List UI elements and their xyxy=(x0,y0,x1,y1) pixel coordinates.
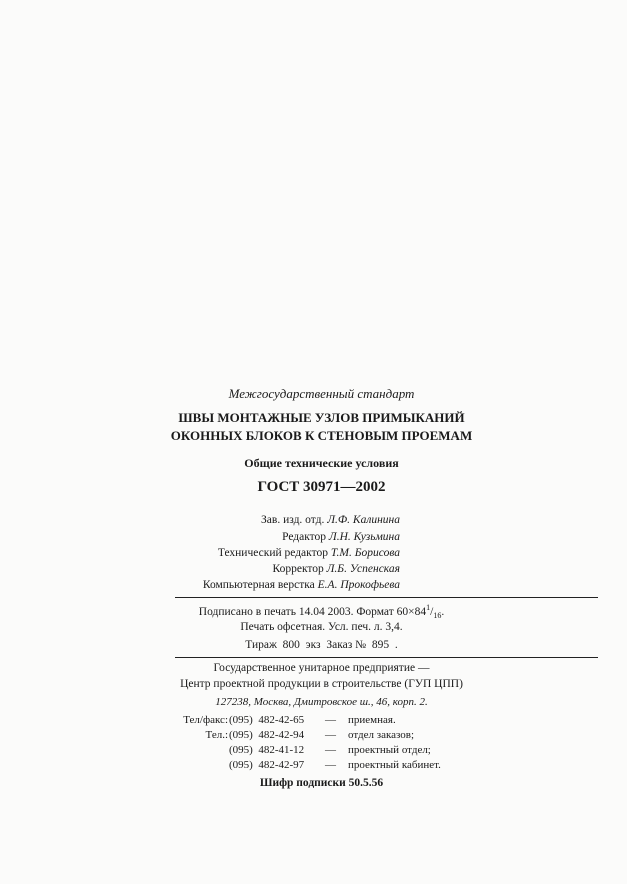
staff-name: Л.Ф. Калинина xyxy=(327,514,400,526)
phone-label: Тел.: xyxy=(205,729,228,741)
phone-desc: приемная. xyxy=(348,714,396,726)
title-line-2: ОКОННЫХ БЛОКОВ К СТЕНОВЫМ ПРОЕМАМ xyxy=(170,428,473,443)
subscription-cipher: Шифр подписки 50.5.56 xyxy=(259,777,384,789)
phone-row xyxy=(0,759,627,775)
print-type: Печать офсетная. Усл. печ. л. 3,4. xyxy=(240,621,403,633)
staff-row xyxy=(218,547,400,559)
staff-name: Л.Б. Успенская xyxy=(326,563,400,575)
divider-rule xyxy=(175,597,598,598)
format-sub: 16 xyxy=(433,611,442,621)
standard-type: Межгосударственный стандарт xyxy=(228,386,415,401)
phone-label: Тел/факс: xyxy=(183,714,228,726)
gost-number: ГОСТ 30971—2002 xyxy=(257,479,386,495)
phone-dash: — xyxy=(325,759,336,771)
staff-row xyxy=(203,579,400,591)
format-sup: 1 xyxy=(426,603,431,612)
staff-row xyxy=(282,531,400,543)
title-line-1: ШВЫ МОНТАЖНЫЕ УЗЛОВ ПРИМЫКАНИЙ xyxy=(178,410,465,425)
staff-name: Е.А. Прокофьева xyxy=(317,579,400,591)
phone-desc: отдел заказов; xyxy=(348,729,415,741)
staff-role: Технический редактор xyxy=(217,547,328,559)
print-signed-suffix: . xyxy=(441,605,445,618)
publisher-address: 127238, Москва, Дмитровское ш., 46, корп. 2. xyxy=(215,696,428,708)
phone-desc: проектный кабинет. xyxy=(348,759,441,771)
staff-role: Редактор xyxy=(282,531,327,543)
format-slash: / xyxy=(430,605,434,618)
phone-row xyxy=(0,729,627,745)
staff-row xyxy=(273,563,401,575)
phone-dash: — xyxy=(325,714,336,726)
phone-dash: — xyxy=(325,744,336,756)
phone-number: (095) 482-42-97 xyxy=(229,759,305,771)
publisher-line-2: Центр проектной продукции в строительстве (ГУП ЦПП) xyxy=(180,678,463,690)
divider-rule xyxy=(175,657,598,658)
phone-number: (095) 482-42-65 xyxy=(229,714,305,726)
staff-name: Л.Н. Кузьмина xyxy=(328,531,400,543)
phone-number: (095) 482-42-94 xyxy=(229,729,305,741)
phone-dash: — xyxy=(325,729,336,741)
staff-role: Корректор xyxy=(272,563,324,575)
staff-role: Компьютерная верстка xyxy=(202,579,315,591)
staff-name: Т.М. Борисова xyxy=(330,547,400,559)
print-run: Тираж 800 экз Заказ № 895 . xyxy=(245,639,398,651)
phone-row xyxy=(0,744,627,760)
staff-role: Зав. изд. отд. xyxy=(261,514,325,526)
publisher-line-1: Государственное унитарное предприятие — xyxy=(213,662,430,674)
phone-desc: проектный отдел; xyxy=(348,744,431,756)
print-signed-text: Подписано в печать 14.04 2003. Формат 60×84 xyxy=(198,605,427,618)
subtitle: Общие технические условия xyxy=(244,456,399,470)
phone-row xyxy=(0,714,627,730)
staff-row xyxy=(261,514,400,526)
phone-number: (095) 482-41-12 xyxy=(229,744,305,756)
print-signed xyxy=(0,603,627,620)
